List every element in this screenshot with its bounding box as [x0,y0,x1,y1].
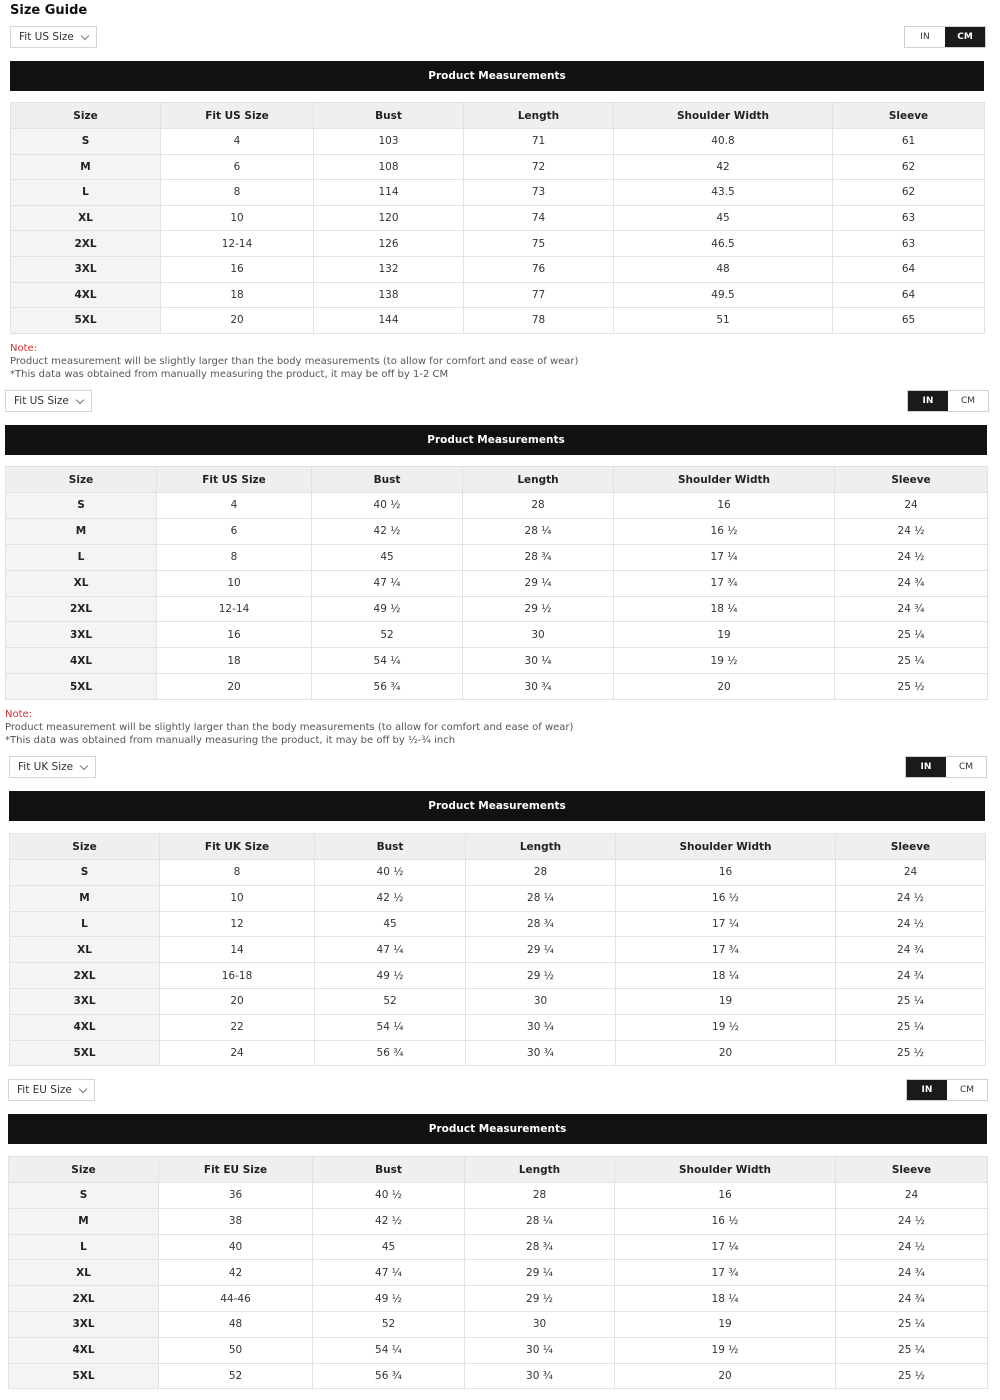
shoulder-width-cell: 16 [616,860,836,886]
chevron-down-icon [81,32,89,40]
sleeve-cell: 24 [836,1183,988,1209]
length-cell: 77 [464,282,614,308]
shoulder-width-cell: 18 ¼ [616,963,836,989]
length-cell: 73 [464,180,614,206]
fit-size-select-value: Fit EU Size [17,1084,72,1096]
table-header-row [11,103,985,129]
shoulder-width-cell: 19 [616,988,836,1014]
bust-cell: 126 [314,231,464,257]
size-cell: 3XL [11,256,161,282]
size-cell: 3XL [10,988,160,1014]
table-row [9,1363,988,1389]
shoulder-width-cell: 17 ¼ [615,1234,836,1260]
note-line: Product measurement will be slightly larger than the body measurements (to allow for comfort and ease of wear) [10,356,579,367]
shoulder-width-cell: 18 ¼ [615,1286,836,1312]
table-row [10,1040,986,1066]
shoulder-width-cell: 17 ¼ [616,911,836,937]
table-header-row [10,834,986,860]
product-measurements-bar: Product Measurements [9,791,985,821]
fit-size-cell: 4 [157,493,312,519]
fit-size-cell: 52 [159,1363,313,1389]
bust-cell: 54 ¼ [312,648,463,674]
fit-size-select-value: Fit US Size [19,31,74,43]
length-cell: 29 ¼ [465,1260,615,1286]
size-cell: M [10,885,160,911]
size-cell: S [6,493,157,519]
fit-size-cell: 6 [161,154,314,180]
size-cell: L [9,1234,159,1260]
sleeve-cell: 25 ¼ [835,648,988,674]
product-measurements-bar: Product Measurements [10,61,984,91]
column-header-sleeve: Sleeve [836,834,986,860]
bust-cell: 108 [314,154,464,180]
column-header-shoulder-width: Shoulder Width [616,834,836,860]
column-header-length: Length [465,1157,615,1183]
size-cell: XL [11,205,161,231]
fit-size-cell: 48 [159,1311,313,1337]
size-cell: 5XL [6,674,157,700]
bust-cell: 56 ¾ [313,1363,465,1389]
size-cell: S [11,129,161,155]
length-cell: 71 [464,129,614,155]
shoulder-width-cell: 19 ½ [616,1014,836,1040]
fit-size-cell: 14 [160,937,315,963]
sleeve-cell: 25 ¼ [836,1311,988,1337]
size-cell: 5XL [11,308,161,334]
fit-size-select[interactable] [10,26,97,48]
length-cell: 29 ½ [463,596,614,622]
chevron-down-icon [76,396,84,404]
size-cell: 2XL [9,1286,159,1312]
unit-button-cm[interactable]: CM [946,757,986,777]
fit-size-select-value: Fit UK Size [18,761,74,773]
size-cell: 3XL [6,622,157,648]
unit-button-in[interactable]: IN [906,757,946,777]
bust-cell: 45 [313,1234,465,1260]
table-row [6,596,988,622]
length-cell: 29 ½ [466,963,616,989]
bust-cell: 54 ¼ [315,1014,466,1040]
shoulder-width-cell: 51 [614,308,833,334]
table-row [9,1260,988,1286]
table-row [9,1311,988,1337]
fit-size-cell: 18 [157,648,312,674]
size-cell: XL [9,1260,159,1286]
chevron-down-icon [80,762,88,770]
column-header-sleeve: Sleeve [836,1157,988,1183]
table-row [10,860,986,886]
bust-cell: 45 [312,544,463,570]
shoulder-width-cell: 16 ½ [614,518,835,544]
shoulder-width-cell: 16 ½ [615,1208,836,1234]
shoulder-width-cell: 49.5 [614,282,833,308]
unit-toggle [905,756,987,778]
fit-size-cell: 12-14 [161,231,314,257]
column-header-sleeve: Sleeve [835,467,988,493]
table-row [9,1183,988,1209]
table-row [11,308,985,334]
shoulder-width-cell: 17 ¼ [614,544,835,570]
table-row [11,129,985,155]
table-row [6,518,988,544]
sleeve-cell: 64 [833,256,985,282]
length-cell: 28 ¾ [463,544,614,570]
fit-size-cell: 6 [157,518,312,544]
sleeve-cell: 64 [833,282,985,308]
fit-size-cell: 10 [157,570,312,596]
shoulder-width-cell: 48 [614,256,833,282]
length-cell: 30 ¾ [463,674,614,700]
fit-size-cell: 12 [160,911,315,937]
length-cell: 28 ¼ [465,1208,615,1234]
size-cell: 3XL [9,1311,159,1337]
length-cell: 28 [465,1183,615,1209]
shoulder-width-cell: 42 [614,154,833,180]
length-cell: 29 ¼ [466,937,616,963]
size-cell: 4XL [11,282,161,308]
unit-toggle [906,1079,988,1101]
sleeve-cell: 24 ¾ [836,963,986,989]
size-table [9,833,986,1066]
table-row [10,937,986,963]
size-cell: S [10,860,160,886]
length-cell: 28 ¾ [466,911,616,937]
fit-size-cell: 38 [159,1208,313,1234]
size-cell: M [6,518,157,544]
sleeve-cell: 24 ¾ [836,937,986,963]
table-row [10,911,986,937]
table-row [10,963,986,989]
table-row [6,544,988,570]
fit-size-cell: 20 [160,988,315,1014]
length-cell: 28 ¾ [465,1234,615,1260]
size-cell: 2XL [11,231,161,257]
shoulder-width-cell: 43.5 [614,180,833,206]
table-row [11,180,985,206]
product-measurements-bar: Product Measurements [8,1114,987,1144]
note-line: *This data was obtained from manually measuring the product, it may be off by ½-¾ inch [5,735,456,746]
size-cell: XL [6,570,157,596]
table-row [9,1234,988,1260]
fit-size-cell: 10 [160,885,315,911]
sleeve-cell: 24 ½ [836,1208,988,1234]
bust-cell: 42 ½ [315,885,466,911]
size-cell: M [9,1208,159,1234]
size-cell: XL [10,937,160,963]
note-label: Note: [10,343,38,354]
sleeve-cell: 24 ½ [835,544,988,570]
bust-cell: 144 [314,308,464,334]
bust-cell: 47 ¼ [315,937,466,963]
size-cell: 5XL [10,1040,160,1066]
length-cell: 78 [464,308,614,334]
shoulder-width-cell: 40.8 [614,129,833,155]
bust-cell: 54 ¼ [313,1337,465,1363]
table-header-row [6,467,988,493]
unit-button-cm[interactable]: CM [947,1080,987,1100]
shoulder-width-cell: 19 [615,1311,836,1337]
column-header-fit-size: Fit EU Size [159,1157,313,1183]
column-header-bust: Bust [312,467,463,493]
length-cell: 30 [465,1311,615,1337]
unit-button-cm[interactable]: CM [945,27,985,47]
column-header-shoulder-width: Shoulder Width [614,103,833,129]
table-row [10,885,986,911]
fit-size-cell: 20 [161,308,314,334]
shoulder-width-cell: 45 [614,205,833,231]
table-row [11,231,985,257]
size-table [8,1156,988,1389]
bust-cell: 40 ½ [313,1183,465,1209]
fit-size-select[interactable] [5,390,92,412]
length-cell: 28 [463,493,614,519]
shoulder-width-cell: 18 ¼ [614,596,835,622]
shoulder-width-cell: 16 [615,1183,836,1209]
shoulder-width-cell: 19 ½ [615,1337,836,1363]
table-row [6,648,988,674]
bust-cell: 56 ¾ [315,1040,466,1066]
size-cell: 2XL [10,963,160,989]
size-cell: 2XL [6,596,157,622]
length-cell: 74 [464,205,614,231]
bust-cell: 120 [314,205,464,231]
note-line: *This data was obtained from manually measuring the product, it may be off by 1-2 CM [10,369,449,380]
shoulder-width-cell: 20 [615,1363,836,1389]
table-row [9,1286,988,1312]
length-cell: 28 ¼ [466,885,616,911]
bust-cell: 42 ½ [312,518,463,544]
sleeve-cell: 24 ½ [836,885,986,911]
sleeve-cell: 24 ¾ [836,1286,988,1312]
sleeve-cell: 62 [833,180,985,206]
measurement-note [10,342,578,381]
sleeve-cell: 24 ½ [836,911,986,937]
size-cell: L [11,180,161,206]
size-cell: M [11,154,161,180]
sleeve-cell: 25 ¼ [836,1014,986,1040]
bust-cell: 40 ½ [312,493,463,519]
unit-toggle [904,26,986,48]
sleeve-cell: 24 ½ [835,518,988,544]
column-header-bust: Bust [313,1157,465,1183]
column-header-size: Size [11,103,161,129]
sleeve-cell: 25 ½ [836,1363,988,1389]
fit-size-cell: 8 [157,544,312,570]
column-header-size: Size [9,1157,159,1183]
fit-size-cell: 36 [159,1183,313,1209]
bust-cell: 47 ¼ [313,1260,465,1286]
table-row [11,154,985,180]
note-label: Note: [5,709,33,720]
column-header-bust: Bust [315,834,466,860]
length-cell: 76 [464,256,614,282]
fit-size-cell: 10 [161,205,314,231]
column-header-shoulder-width: Shoulder Width [614,467,835,493]
bust-cell: 49 ½ [312,596,463,622]
bust-cell: 42 ½ [313,1208,465,1234]
table-row [10,988,986,1014]
table-row [11,205,985,231]
bust-cell: 52 [312,622,463,648]
table-row [6,493,988,519]
bust-cell: 52 [315,988,466,1014]
fit-size-cell: 16 [161,256,314,282]
column-header-bust: Bust [314,103,464,129]
fit-size-select-value: Fit US Size [14,395,69,407]
column-header-size: Size [6,467,157,493]
fit-size-cell: 20 [157,674,312,700]
size-cell: 5XL [9,1363,159,1389]
fit-size-cell: 42 [159,1260,313,1286]
length-cell: 29 ½ [465,1286,615,1312]
unit-button-in[interactable]: IN [907,1080,947,1100]
bust-cell: 40 ½ [315,860,466,886]
fit-size-cell: 40 [159,1234,313,1260]
bust-cell: 45 [315,911,466,937]
length-cell: 30 ¼ [466,1014,616,1040]
fit-size-cell: 44-46 [159,1286,313,1312]
table-row [9,1208,988,1234]
sleeve-cell: 24 [836,860,986,886]
shoulder-width-cell: 16 ½ [616,885,836,911]
size-cell: 4XL [9,1337,159,1363]
bust-cell: 132 [314,256,464,282]
bust-cell: 114 [314,180,464,206]
size-table [10,102,985,334]
table-header-row [9,1157,988,1183]
shoulder-width-cell: 46.5 [614,231,833,257]
unit-button-cm[interactable]: CM [948,391,988,411]
length-cell: 30 [466,988,616,1014]
bust-cell: 47 ¼ [312,570,463,596]
table-row [11,256,985,282]
fit-size-cell: 4 [161,129,314,155]
bust-cell: 49 ½ [313,1286,465,1312]
unit-toggle [907,390,989,412]
page-title: Size Guide [10,3,88,18]
sleeve-cell: 25 ¼ [835,622,988,648]
size-cell: L [10,911,160,937]
bust-cell: 103 [314,129,464,155]
fit-size-cell: 16 [157,622,312,648]
note-line: Product measurement will be slightly larger than the body measurements (to allow for comfort and ease of wear) [5,722,574,733]
length-cell: 75 [464,231,614,257]
length-cell: 28 [466,860,616,886]
fit-size-select[interactable] [8,1079,95,1101]
sleeve-cell: 24 [835,493,988,519]
sleeve-cell: 25 ½ [836,1040,986,1066]
table-row [6,674,988,700]
table-row [10,1014,986,1040]
table-row [6,622,988,648]
sleeve-cell: 25 ½ [835,674,988,700]
unit-button-in[interactable]: IN [908,391,948,411]
shoulder-width-cell: 20 [614,674,835,700]
size-table [5,466,988,700]
length-cell: 29 ¼ [463,570,614,596]
sleeve-cell: 63 [833,205,985,231]
sleeve-cell: 61 [833,129,985,155]
shoulder-width-cell: 19 ½ [614,648,835,674]
sleeve-cell: 25 ¼ [836,988,986,1014]
bust-cell: 49 ½ [315,963,466,989]
size-cell: L [6,544,157,570]
size-cell: 4XL [10,1014,160,1040]
column-header-fit-size: Fit UK Size [160,834,315,860]
column-header-length: Length [464,103,614,129]
bust-cell: 56 ¾ [312,674,463,700]
fit-size-cell: 8 [161,180,314,206]
length-cell: 28 ¼ [463,518,614,544]
fit-size-cell: 8 [160,860,315,886]
shoulder-width-cell: 17 ¾ [616,937,836,963]
sleeve-cell: 24 ¾ [835,596,988,622]
column-header-fit-size: Fit US Size [161,103,314,129]
length-cell: 30 ¾ [465,1363,615,1389]
fit-size-cell: 18 [161,282,314,308]
fit-size-select[interactable] [9,756,96,778]
fit-size-cell: 22 [160,1014,315,1040]
column-header-size: Size [10,834,160,860]
table-row [9,1337,988,1363]
shoulder-width-cell: 17 ¾ [614,570,835,596]
sleeve-cell: 24 ¾ [835,570,988,596]
table-row [6,570,988,596]
shoulder-width-cell: 19 [614,622,835,648]
column-header-length: Length [466,834,616,860]
column-header-length: Length [463,467,614,493]
bust-cell: 52 [313,1311,465,1337]
chevron-down-icon [79,1085,87,1093]
bust-cell: 138 [314,282,464,308]
length-cell: 30 ¼ [465,1337,615,1363]
length-cell: 30 [463,622,614,648]
sleeve-cell: 63 [833,231,985,257]
sleeve-cell: 25 ¼ [836,1337,988,1363]
sleeve-cell: 65 [833,308,985,334]
sleeve-cell: 24 ¾ [836,1260,988,1286]
size-cell: S [9,1183,159,1209]
shoulder-width-cell: 20 [616,1040,836,1066]
table-row [11,282,985,308]
shoulder-width-cell: 17 ¾ [615,1260,836,1286]
size-cell: 4XL [6,648,157,674]
fit-size-cell: 24 [160,1040,315,1066]
column-header-sleeve: Sleeve [833,103,985,129]
fit-size-cell: 12-14 [157,596,312,622]
length-cell: 30 ¾ [466,1040,616,1066]
shoulder-width-cell: 16 [614,493,835,519]
column-header-shoulder-width: Shoulder Width [615,1157,836,1183]
length-cell: 30 ¼ [463,648,614,674]
length-cell: 72 [464,154,614,180]
product-measurements-bar: Product Measurements [5,425,987,455]
sleeve-cell: 62 [833,154,985,180]
measurement-note [5,708,573,747]
sleeve-cell: 24 ½ [836,1234,988,1260]
column-header-fit-size: Fit US Size [157,467,312,493]
fit-size-cell: 50 [159,1337,313,1363]
fit-size-cell: 16-18 [160,963,315,989]
unit-button-in[interactable]: IN [905,27,945,47]
